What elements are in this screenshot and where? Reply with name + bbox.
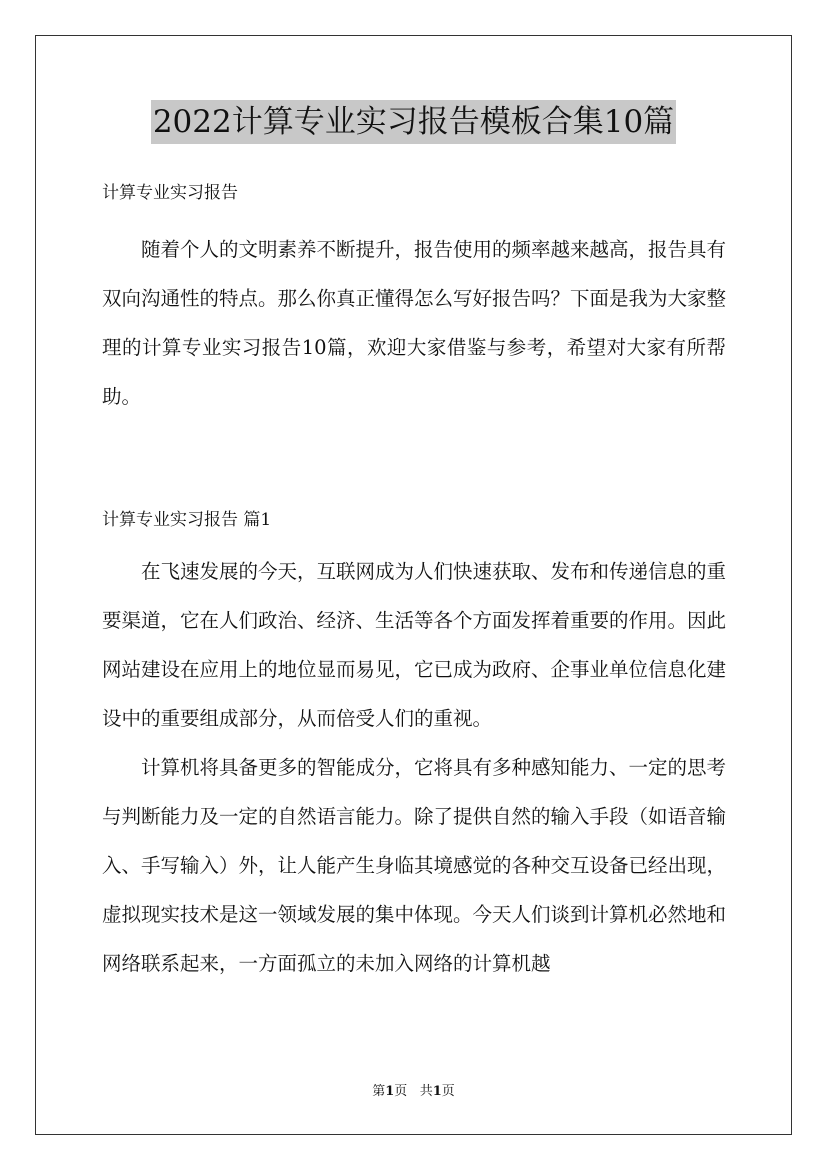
- total-label-suffix: 页: [441, 1084, 455, 1099]
- page-label-prefix: 第: [372, 1084, 386, 1099]
- page-label-suffix: 页: [394, 1084, 408, 1099]
- page-number: 1: [385, 1084, 395, 1099]
- section-heading: 计算专业实习报告 篇1: [102, 510, 272, 530]
- title-container: [0, 100, 827, 144]
- total-pages: 1: [432, 1084, 442, 1099]
- intro-heading: 计算专业实习报告: [102, 183, 238, 203]
- section-paragraph-2: 计算机将具备更多的智能成分，它将具有多种感知能力、一定的思考与判断能力及一定的自然语言能力。除了提供自然的输入手段（如语音输入、手写输入）外，让人能产生身临其境感觉的各种交互设备已经出现，虚拟现实技术是这一领域发展的集中体现。今天人们谈到计算机必然地和网络联系起来，一方面孤立的未加入网络的计算机越: [102, 756, 727, 975]
- intro-section: [102, 225, 726, 421]
- intro-paragraph: 随着个人的文明素养不断提升，报告使用的频率越来越高，报告具有双向沟通性的特点。那么你真正懂得怎么写好报告吗？下面是我为大家整理的计算专业实习报告10篇，欢迎大家借鉴与参考，希望对大家有所帮助。: [102, 238, 727, 408]
- total-label-prefix: 共: [419, 1084, 433, 1099]
- document-title: 2022计算专业实习报告模板合集10篇: [151, 100, 676, 144]
- section-body: [102, 547, 726, 988]
- page-footer: [0, 1083, 827, 1101]
- section-paragraph-1: 在飞速发展的今天，互联网成为人们快速获取、发布和传递信息的重要渠道，它在人们政治、经济、生活等各个方面发挥着重要的作用。因此网站建设在应用上的地位显而易见，它已成为政府、企事业单位信息化建设中的重要组成部分，从而倍受人们的重视。: [102, 560, 727, 730]
